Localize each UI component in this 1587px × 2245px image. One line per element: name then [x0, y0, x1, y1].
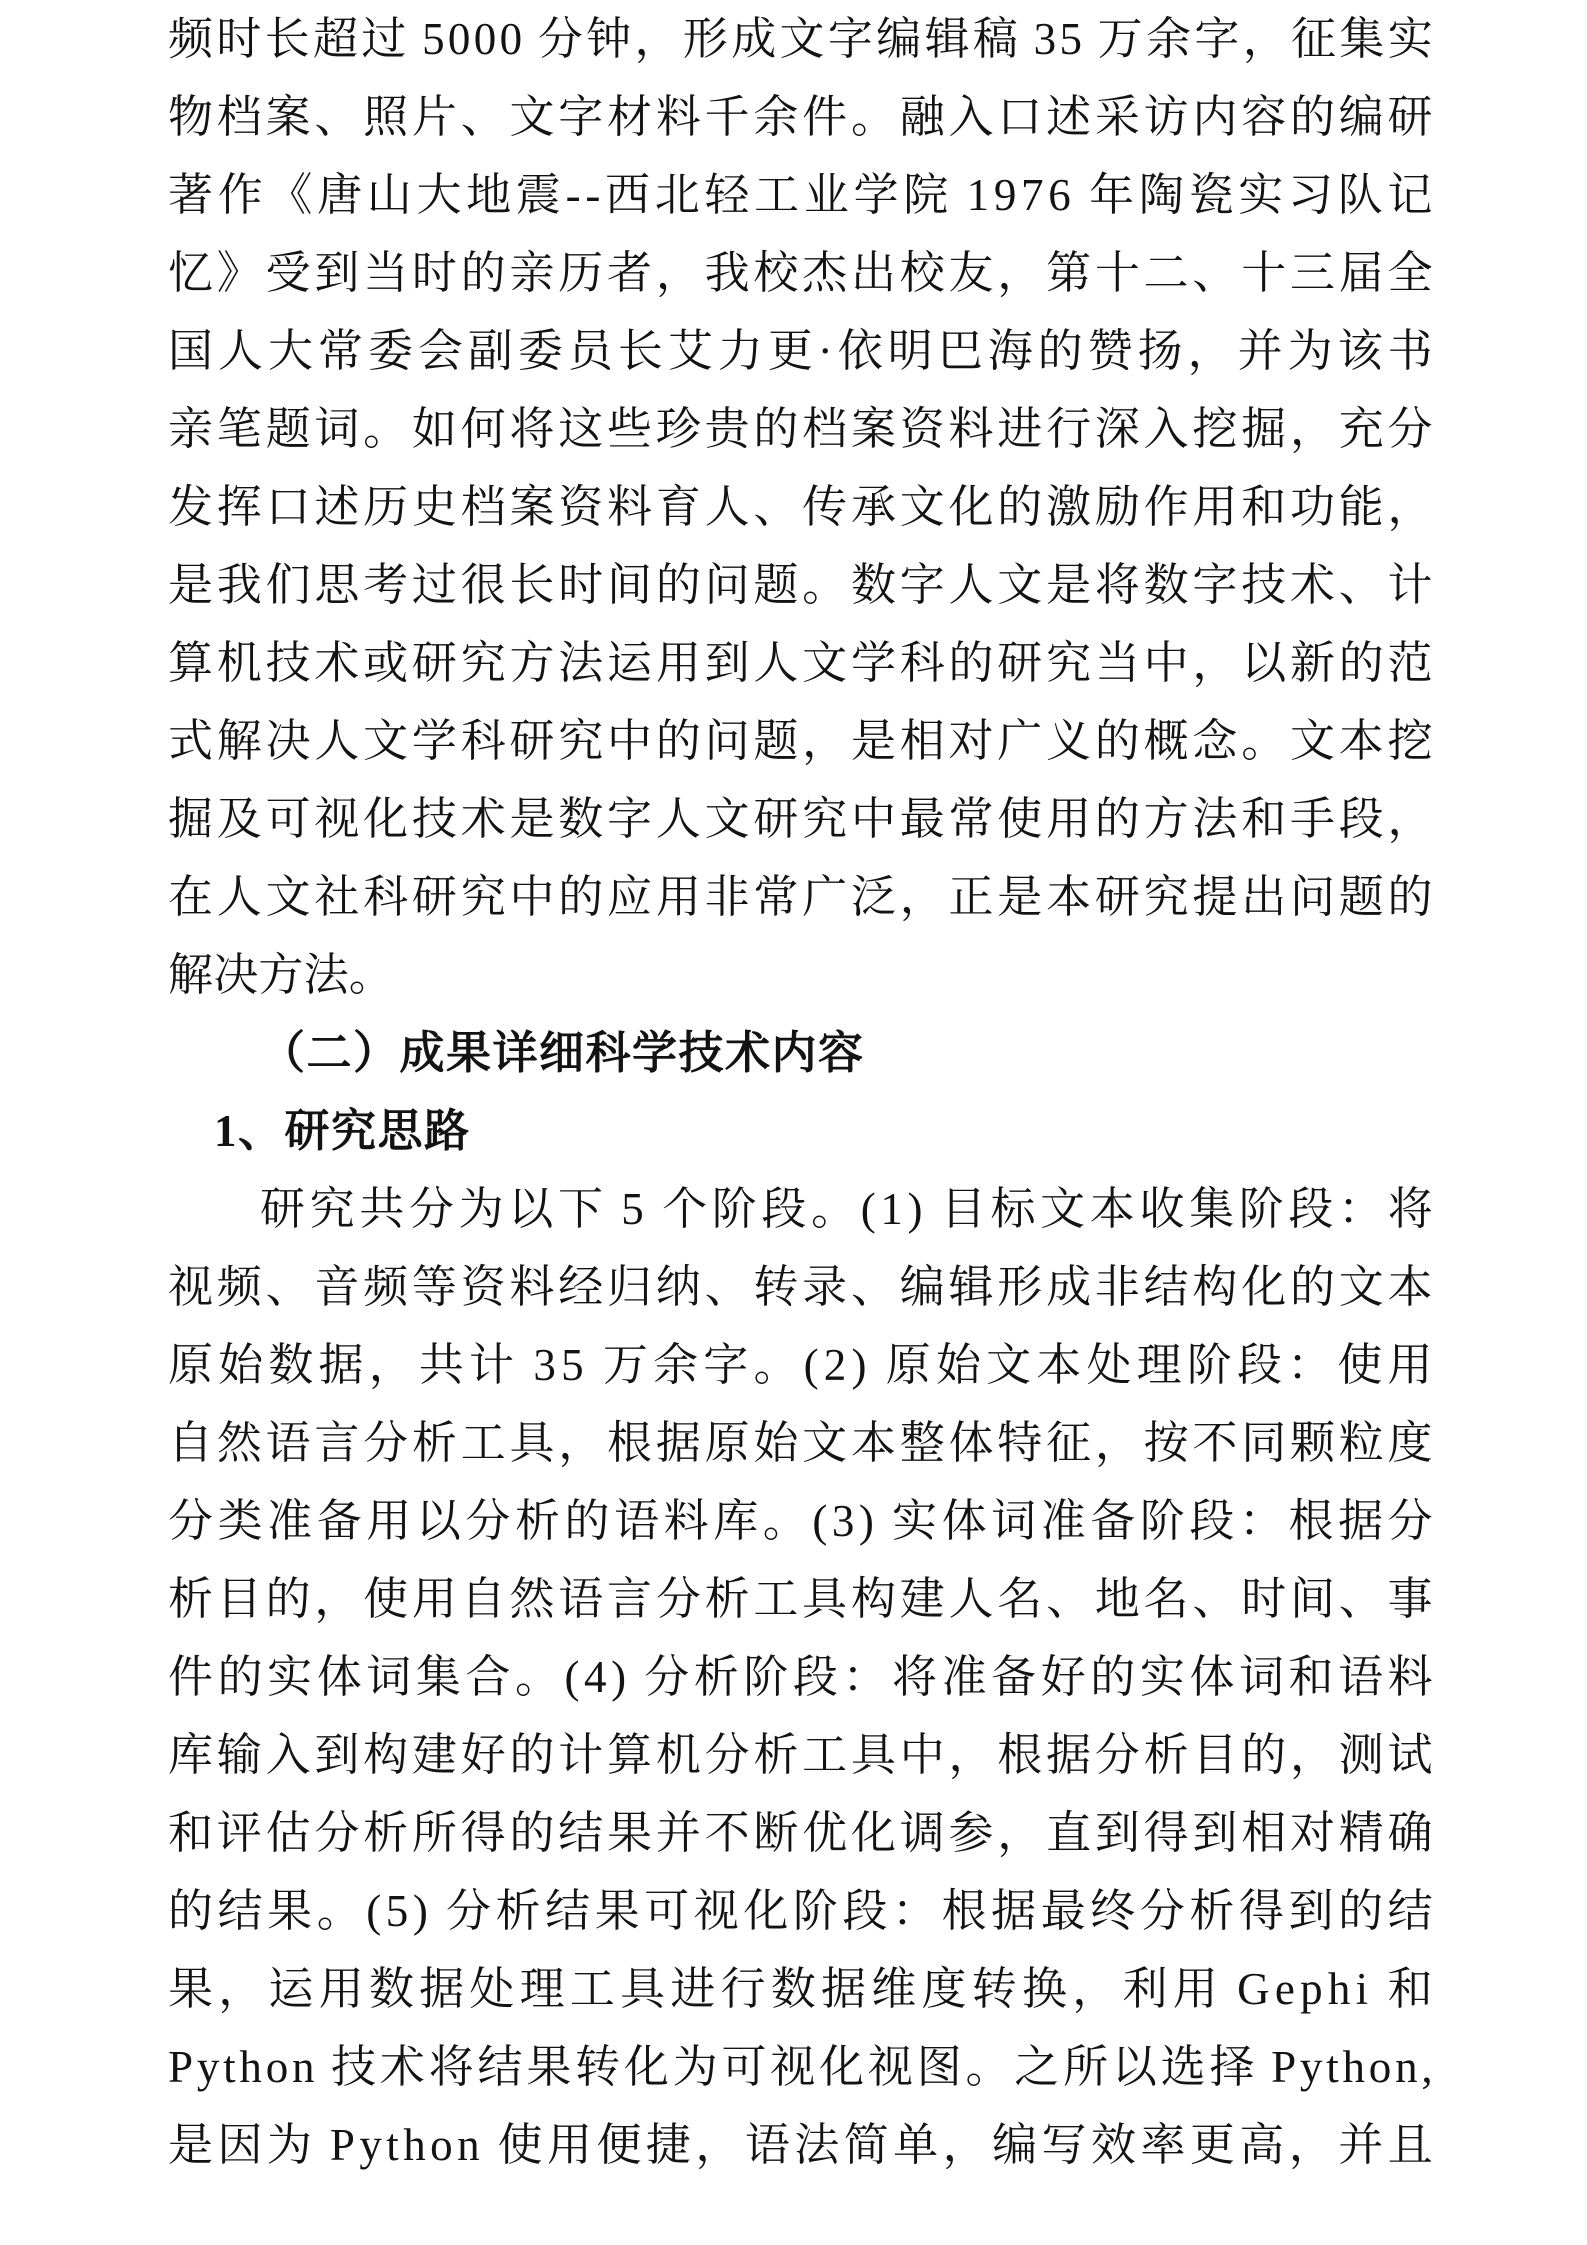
body-line: 析 目 的 ， 使 用 自 然 语 言 分 析 工 具 构 建 人 名 、 地 名 、 时 间 、 事 [168, 1574, 1433, 1624]
document-text-column [168, 0, 1433, 2184]
body-line: 频 时 长 超 过 5 0 0 0 分 钟 ， 形 成 文 字 编 辑 稿 3 5 万 余 字 ， 征 集 实 [168, 14, 1433, 64]
body-line: 自 然 语 言 分 析 工 具 ， 根 据 原 始 文 本 整 体 特 征 ， 按 不 同 颗 粒 度 [168, 1418, 1433, 1468]
body-line: P y t h o n 技 术 将 结 果 转 化 为 可 视 化 视 图 。 之 所 以 选 择 P y t h o n , [168, 2042, 1433, 2092]
body-line: 解决方法。 [168, 950, 395, 1000]
body-line: 分 类 准 备 用 以 分 析 的 语 料 库 。 ( 3 ) 实 体 词 准 备 阶 段 ： 根 据 分 [168, 1496, 1433, 1546]
body-line: 库 输 入 到 构 建 好 的 计 算 机 分 析 工 具 中 ， 根 据 分 析 目 的 ， 测 试 [168, 1730, 1433, 1780]
body-line: 件 的 实 体 词 集 合 。 ( 4 ) 分 析 阶 段 ： 将 准 备 好 的 实 体 词 和 语 料 [168, 1652, 1433, 1702]
section-heading: （二）成果详细科学技术内容 [260, 1028, 865, 1078]
body-line: 视 频 、 音 频 等 资 料 经 归 纳 、 转 录 、 编 辑 形 成 非 结 构 化 的 文 本 [168, 1262, 1433, 1312]
body-line: 亲 笔 题 词 。 如 何 将 这 些 珍 贵 的 档 案 资 料 进 行 深 入 挖 掘 ， 充 分 [168, 404, 1433, 454]
subsection-heading: 1、研究思路 [214, 1106, 471, 1156]
body-line: 研 究 共 分 为 以 下 5 个 阶 段 。 ( 1 ) 目 标 文 本 收 集 阶 段 ： 将 [260, 1184, 1433, 1234]
body-line: 物 档 案 、 照 片 、 文 字 材 料 千 余 件 。 融 入 口 述 采 访 内 容 的 编 研 [168, 92, 1433, 142]
body-line: 是 我 们 思 考 过 很 长 时 间 的 问 题 。 数 字 人 文 是 将 数 字 技 术 、 计 [168, 560, 1433, 610]
body-line: 掘 及 可 视 化 技 术 是 数 字 人 文 研 究 中 最 常 使 用 的 方 法 和 手 段 ， [168, 794, 1433, 844]
body-line: 国 人 大 常 委 会 副 委 员 长 艾 力 更 · 依 明 巴 海 的 赞 扬 ， 并 为 该 书 [168, 326, 1433, 376]
body-line: 发 挥 口 述 历 史 档 案 资 料 育 人 、 传 承 文 化 的 激 励 作 用 和 功 能 ， [168, 482, 1433, 532]
body-line: 算 机 技 术 或 研 究 方 法 运 用 到 人 文 学 科 的 研 究 当 中 ， 以 新 的 范 [168, 638, 1433, 688]
body-line: 式 解 决 人 文 学 科 研 究 中 的 问 题 ， 是 相 对 广 义 的 概 念 。 文 本 挖 [168, 716, 1433, 766]
body-line: 著 作 《 唐 山 大 地 震 - - 西 北 轻 工 业 学 院 1 9 7 6 年 陶 瓷 实 习 队 记 [168, 170, 1433, 220]
body-line: 在 人 文 社 科 研 究 中 的 应 用 非 常 广 泛 ， 正 是 本 研 究 提 出 问 题 的 [168, 872, 1433, 922]
body-line: 忆 》 受 到 当 时 的 亲 历 者 ， 我 校 杰 出 校 友 ， 第 十 二 、 十 三 届 全 [168, 248, 1433, 298]
body-line: 原 始 数 据 ， 共 计 3 5 万 余 字 。 ( 2 ) 原 始 文 本 处 理 阶 段 ： 使 用 [168, 1340, 1433, 1390]
body-line: 是 因 为 P y t h o n 使 用 便 捷 ， 语 法 简 单 ， 编 写 效 率 更 高 ， 并 且 [168, 2120, 1433, 2170]
body-line: 果 ， 运 用 数 据 处 理 工 具 进 行 数 据 维 度 转 换 ， 利 用 G e p h i 和 [168, 1964, 1433, 2014]
body-line: 和 评 估 分 析 所 得 的 结 果 并 不 断 优 化 调 参 ， 直 到 得 到 相 对 精 确 [168, 1808, 1433, 1858]
body-line: 的 结 果 。 ( 5 ) 分 析 结 果 可 视 化 阶 段 ： 根 据 最 终 分 析 得 到 的 结 [168, 1886, 1433, 1936]
